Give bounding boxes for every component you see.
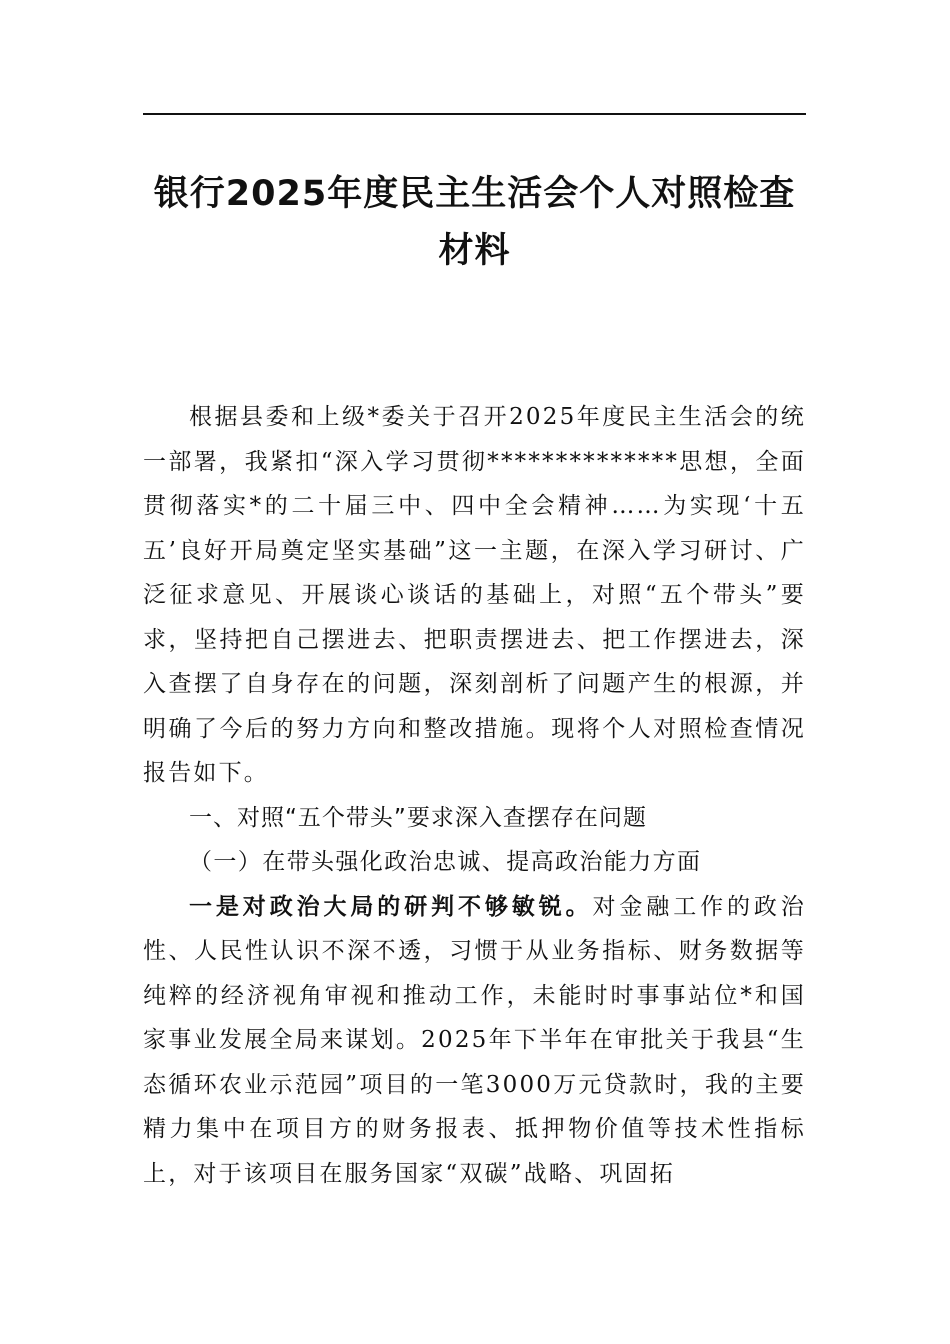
header-rule <box>143 113 806 115</box>
point-text: 对金融工作的政治性、人民性认识不深不透，习惯于从业务指标、财务数据等纯粹的经济视角审视和推动工作，未能时时事事站位*和国家事业发展全局来谋划。2025年下半年在审批关于我县“生态循环农业示范园”项目的一笔3000万元贷款时，我的主要精力集中在项目方的财务报表、抵押物价值等技术性指标上，对于该项目在服务国家“双碳”战略、巩固拓 <box>143 893 806 1187</box>
subsection-heading: （一）在带头强化政治忠诚、提高政治能力方面 <box>189 849 702 875</box>
intro-paragraph: 根据县委和上级*委关于召开2025年度民主生活会的统一部署，我紧扣“深入学习贯彻**************思想，全面贯彻落实*的二十届三中、四中全会精神……为实现‘十五五’良好开局奠定坚实基础”这一主题，在深入学习研讨、广泛征求意见、开展谈心谈话的基础上，对照“五个带头”要求，坚持把自己摆进去、把职责摆进去、把工作摆进去，深入查摆了自身存在的问题，深刻剖析了问题产生的根源，并明确了今后的努力方向和整改措施。现将个人对照检查情况报告如下。 <box>143 404 806 786</box>
point-lead: 一是对政治大局的研判不够敏锐。 <box>189 893 593 920</box>
document-title: 银行2025年度民主生活会个人对照检查材料 <box>153 174 796 271</box>
section-heading: 一、对照“五个带头”要求深入查摆存在问题 <box>189 804 647 831</box>
point-paragraph <box>143 885 806 1197</box>
document-body <box>143 395 806 1196</box>
